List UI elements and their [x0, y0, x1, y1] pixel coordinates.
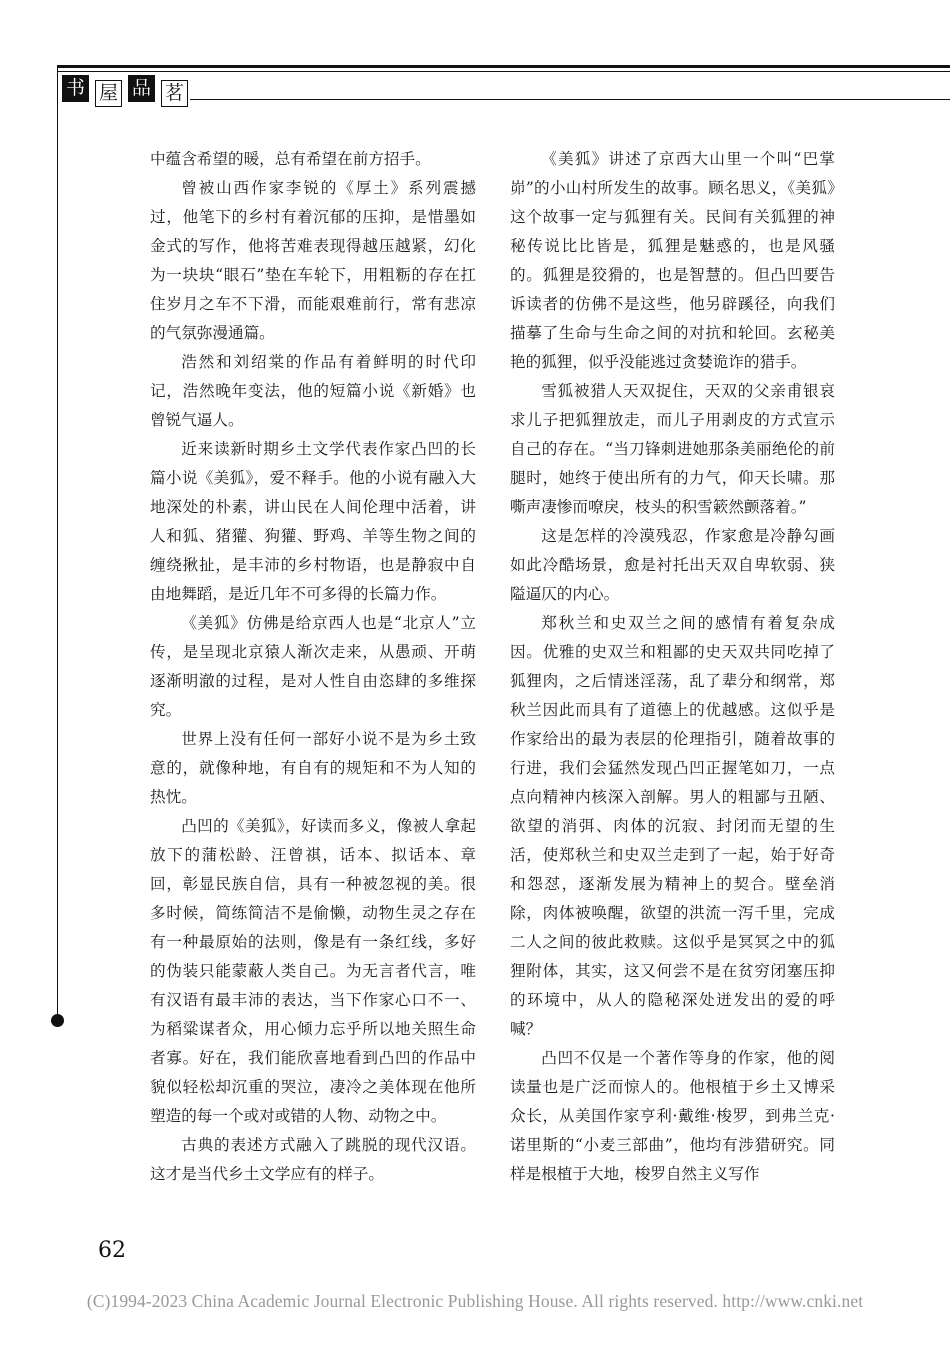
- paragraph: 古典的表述方式融入了跳脱的现代汉语。这才是当代乡土文学应有的样子。: [150, 1136, 476, 1183]
- paragraph: 曾被山西作家李锐的《厚土》系列震撼过，他笔下的乡村有着沉郁的压抑，是惜墨如金式的写作，他将苦难表现得越压越紧，幻化为一块块“眼石”垫在车轮下，用粗粝的存在扛住岁月之车不下滑，而能艰难前行，常有悲凉的气氛弥漫通篇。: [150, 179, 476, 342]
- logo-char-3: 品: [128, 75, 155, 102]
- copyright-footer: (C)1994-2023 China Academic Journal Electronic Publishing House. All rights reserved. http://www.cnki.net: [86, 1291, 864, 1311]
- logo-char-2: 屋: [95, 80, 122, 107]
- paragraph: 浩然和刘绍棠的作品有着鲜明的时代印记，浩然晚年变法，他的短篇小说《新婚》也曾锐气逼人。: [150, 353, 476, 429]
- paragraph: 这是怎样的冷漠残忍，作家愈是冷静勾画如此冷酷场景，愈是衬托出天双自卑软弱、狭隘逼仄的内心。: [510, 527, 835, 603]
- page-number: 62: [98, 1238, 126, 1263]
- right-column: [510, 145, 835, 1189]
- paragraph: 郑秋兰和史双兰之间的感情有着复杂成因。优雅的史双兰和粗鄙的史天双共同吃掉了狐狸肉，之后情迷淫荡，乱了辈分和纲常，郑秋兰因此而具有了道德上的优越感。这似乎是作家给出的最为表层的伦理指引，随着故事的行进，我们会猛然发现凸凹正握笔如刀，一点点向精神内核深入剖解。男人的粗鄙与丑陋、欲望的消弭、肉体的沉寂、封闭而无望的生活，使郑秋兰和史双兰走到了一起，始于好奇和怨怼，逐渐发展为精神上的契合。壁垒消除，肉体被唤醒，欲望的洪流一泻千里，完成二人之间的彼此救赎。这似乎是冥冥之中的狐狸附体，其实，这又何尝不是在贫穷闭塞压抑的环境中，从人的隐秘深处迸发出的爱的呼喊？: [510, 614, 835, 1038]
- paragraph: 《美狐》讲述了京西大山里一个叫“巴掌峁”的小山村所发生的故事。顾名思义，《美狐》这个故事一定与狐狸有关。民间有关狐狸的神秘传说比比皆是，狐狸是魅惑的，也是风骚的。狐狸是狡猾的，也是智慧的。但凸凹要告诉读者的仿佛不是这些，他另辟蹊径，向我们描摹了生命与生命之间的对抗和轮回。玄秘美艳的狐狸，似乎没能逃过贪婪诡诈的猎手。: [510, 150, 835, 371]
- paragraph: 凸凹不仅是一个著作等身的作家，他的阅读量也是广泛而惊人的。他根植于乡土又博采众长，从美国作家亨利·戴维·梭罗，到弗兰克·诺里斯的“小麦三部曲”，他均有涉猎研究。同样是根植于大地，梭罗自然主义写作: [510, 1049, 835, 1183]
- paragraph: 世界上没有任何一部好小说不是为乡土致意的，就像种地，有自有的规矩和不为人知的热忱。: [150, 730, 476, 806]
- header-rule-bottom: [190, 99, 950, 100]
- paragraph: 雪狐被猎人天双捉住，天双的父亲甫银哀求儿子把狐狸放走，而儿子用剥皮的方式宣示自己的存在。“当刀锋刺进她那条美丽绝伦的前腿时，她终于使出所有的力气，仰天长啸。那嘶声凄惨而嘹戾，枝头的积雪簌然颤落着。”: [510, 382, 835, 516]
- paragraph: 近来读新时期乡土文学代表作家凸凹的长篇小说《美狐》，爱不释手。他的小说有融入大地深处的朴素，讲山民在人间伦理中活着，讲人和狐、猪獾、狗獾、野鸡、羊等生物之间的缠绕揪扯，是丰沛的乡村物语，也是静寂中自由地舞蹈，是近几年不可多得的长篇力作。: [150, 440, 476, 603]
- logo-char-1: 书: [62, 75, 89, 102]
- paragraph: 中蕴含希望的暖，总有希望在前方招手。: [150, 150, 431, 168]
- margin-rule: [57, 65, 58, 1027]
- logo-char-4: 茗: [161, 80, 188, 107]
- margin-dot: [51, 1014, 64, 1027]
- paragraph: 凸凹的《美狐》，好读而多义，像被人拿起放下的蒲松龄、汪曾祺，话本、拟话本、章回，彰显民族自信，具有一种被忽视的美。很多时候，简练简洁不是偷懒，动物生灵之存在有一种最原始的法则，像是有一条红线，多好的伪装只能蒙蔽人类自己。为无言者代言，唯有汉语有最丰沛的表达，当下作家心口不一、为稻粱谋者众，用心倾力忘乎所以地关照生命者寡。好在，我们能欣喜地看到凸凹的作品中貌似轻松却沉重的哭泣，凄冷之美体现在他所塑造的每一个或对或错的人物、动物之中。: [150, 817, 476, 1125]
- header-rule-top: [58, 65, 950, 68]
- left-column: [150, 145, 476, 1189]
- paragraph: 《美狐》仿佛是给京西人也是“北京人”立传，是呈现北京猿人渐次走来，从愚顽、开萌逐渐明澈的过程，是对人性自由恣肆的多维探究。: [150, 614, 476, 719]
- header-rule-thin: [58, 71, 950, 72]
